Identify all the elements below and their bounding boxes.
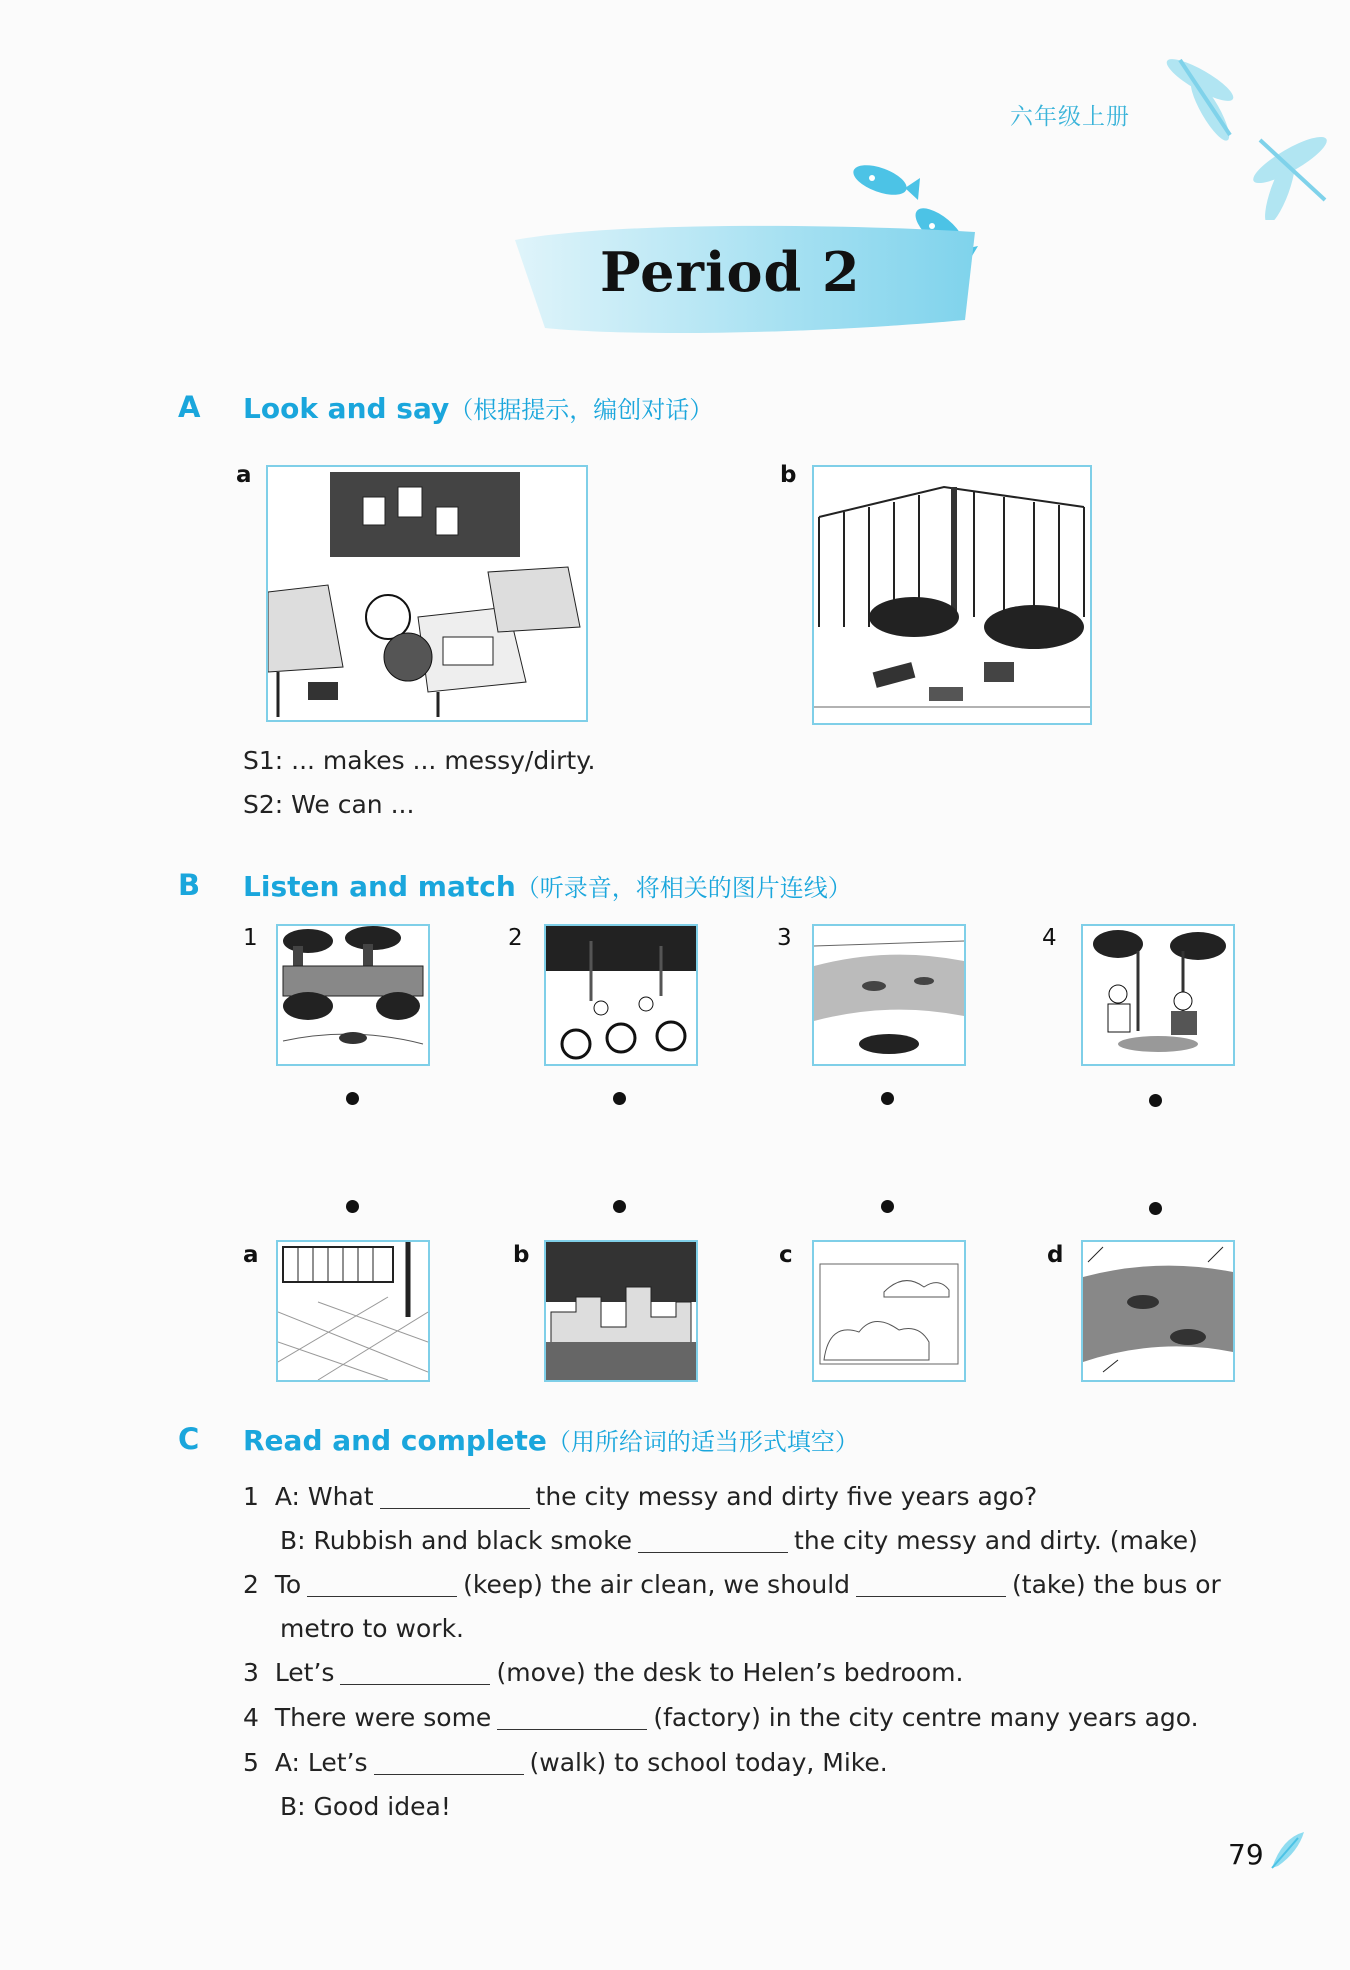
exercise-5-line-1 — [243, 1748, 888, 1777]
dialogue-line-1: S1: ... makes ... messy/dirty. — [243, 746, 596, 775]
clean-pavement-picture — [276, 1240, 430, 1382]
exercise-1-line-1 — [243, 1482, 1037, 1511]
exercise-5-line-2: B: Good idea! — [280, 1792, 451, 1821]
match-letter-b: b — [513, 1242, 530, 1268]
item-text: (factory) in the city centre many years ago. — [653, 1703, 1199, 1732]
item-text: A: What — [274, 1482, 374, 1511]
item-text: (take) the bus or — [1012, 1570, 1221, 1599]
match-dot-bottom-b[interactable] — [613, 1200, 626, 1213]
dragonfly-icon — [1140, 40, 1340, 220]
answer-blank-5[interactable] — [374, 1774, 524, 1775]
page-title: Period 2 — [600, 240, 861, 304]
section-a-letter: A — [178, 390, 201, 424]
match-letter-d: d — [1047, 1242, 1064, 1268]
section-c-title — [243, 1422, 859, 1457]
answer-blank-4[interactable] — [497, 1729, 647, 1730]
section-a-title — [243, 390, 713, 425]
item-number: 3 — [243, 1658, 259, 1687]
item-text: There were some — [274, 1703, 492, 1732]
match-dot-top-1[interactable] — [346, 1092, 359, 1105]
exercise-1-line-2 — [280, 1526, 1198, 1555]
section-c-title-en: Read and complete — [243, 1424, 547, 1457]
item-text: (walk) to school today, Mike. — [529, 1748, 888, 1777]
cycling-picture — [544, 924, 698, 1066]
answer-blank-3[interactable] — [340, 1684, 490, 1685]
match-dot-top-2[interactable] — [613, 1092, 626, 1105]
exercise-4-line — [243, 1703, 1199, 1732]
section-b-title-cn: （听录音，将相关的图片连线） — [515, 874, 852, 902]
exercise-3-line — [243, 1658, 963, 1687]
littered-park-picture — [812, 465, 1092, 725]
item-text: (move) the desk to Helen’s bedroom. — [496, 1658, 964, 1687]
item-number: 4 — [243, 1703, 259, 1732]
page-number: 79 — [1228, 1838, 1264, 1871]
section-a-title-en: Look and say — [243, 392, 450, 425]
item-number: 2 — [243, 1570, 259, 1599]
section-c-title-cn: （用所给词的适当形式填空） — [546, 1428, 859, 1456]
match-dot-top-3[interactable] — [881, 1092, 894, 1105]
item-number: 5 — [243, 1748, 259, 1777]
section-c-letter: C — [178, 1422, 200, 1456]
answer-blank-1a[interactable] — [380, 1508, 530, 1509]
match-number-4: 4 — [1042, 925, 1057, 951]
item-number: 1 — [243, 1482, 259, 1511]
item-text: A: Let’s — [274, 1748, 368, 1777]
match-letter-c: c — [779, 1242, 793, 1268]
clean-river-fish-picture — [1081, 1240, 1235, 1382]
pic-label-b: b — [780, 462, 797, 488]
clear-sky-picture — [812, 1240, 966, 1382]
answer-blank-2b[interactable] — [856, 1596, 1006, 1597]
item-text: Let’s — [274, 1658, 335, 1687]
item-text: (keep) the air clean, we should — [463, 1570, 851, 1599]
match-number-2: 2 — [508, 925, 523, 951]
smoggy-city-picture — [544, 1240, 698, 1382]
section-b-title — [243, 868, 852, 903]
item-text: the city messy and dirty five years ago? — [535, 1482, 1038, 1511]
exercise-2-line-1 — [243, 1570, 1221, 1599]
match-dot-bottom-c[interactable] — [881, 1200, 894, 1213]
match-dot-bottom-d[interactable] — [1149, 1202, 1162, 1215]
section-b-letter: B — [178, 868, 201, 902]
grade-label: 六年级上册 — [1010, 104, 1130, 130]
match-dot-top-4[interactable] — [1149, 1094, 1162, 1107]
planting-trees-picture — [1081, 924, 1235, 1066]
answer-blank-1b[interactable] — [638, 1552, 788, 1553]
feather-icon — [1268, 1828, 1308, 1872]
dialogue-line-2: S2: We can ... — [243, 790, 415, 819]
polluted-river-picture — [812, 924, 966, 1066]
item-text: B: Rubbish and black smoke — [280, 1526, 633, 1555]
section-b-title-en: Listen and match — [243, 870, 516, 903]
answer-blank-2a[interactable] — [307, 1596, 457, 1597]
messy-classroom-picture — [266, 465, 588, 722]
pic-label-a: a — [236, 462, 252, 488]
match-dot-bottom-a[interactable] — [346, 1200, 359, 1213]
match-letter-a: a — [243, 1242, 259, 1268]
item-text: the city messy and dirty. (make) — [794, 1526, 1198, 1555]
item-text: To — [274, 1570, 302, 1599]
factory-smoke-picture — [276, 924, 430, 1066]
section-a-title-cn: （根据提示，编创对话） — [449, 396, 714, 424]
exercise-2-line-2: metro to work. — [280, 1614, 464, 1643]
match-number-3: 3 — [777, 925, 792, 951]
match-number-1: 1 — [243, 925, 258, 951]
